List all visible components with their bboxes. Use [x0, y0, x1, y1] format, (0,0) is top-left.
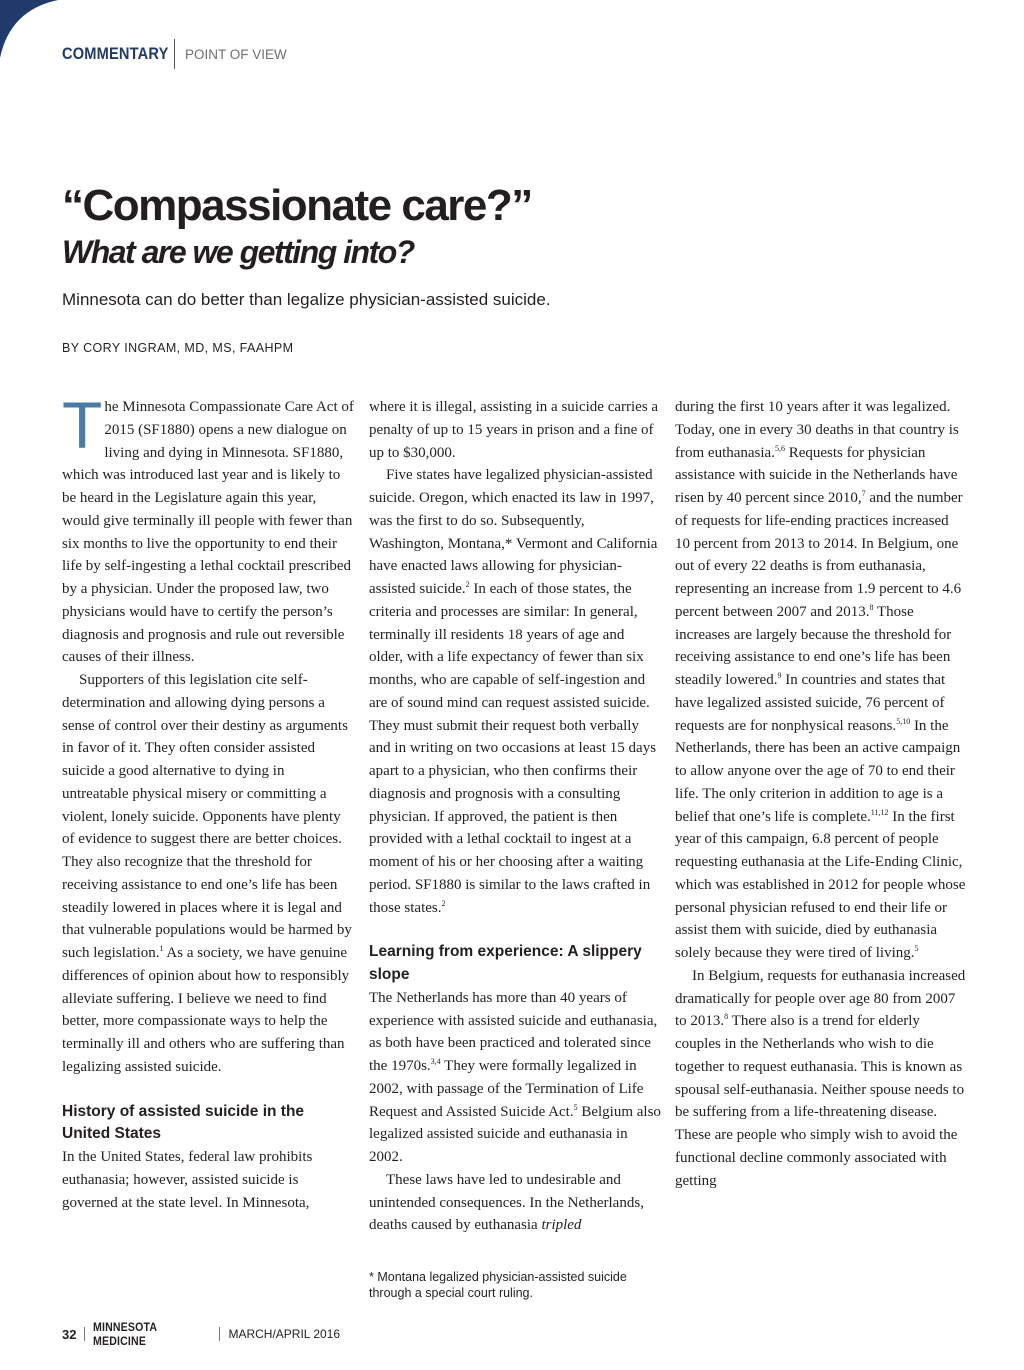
reference-marker: 2 [465, 580, 470, 589]
issue-date: MARCH/APRIL 2016 [228, 1327, 341, 1341]
paragraph: Supporters of this legislation cite self-determination and allowing dying persons a sense of control over their destiny as arguments in favor of it. They often consider assisted suicide a good alternative to dying in untreatable physical misery or committing a violent, lonely suicide. Opponents have plenty of evidence to suggest there are better choices. They also recognize that the threshold for receiving assistance to end one’s life has been steadily lowered in places where it is legal and that vulnerable populations would be harmed by such legislation.$^1$ As a society, we have genuine differences of opinion about how to responsibly alleviate suffering. I believe we need to find better, more compassionate ways to help the terminally ill and others who are suffering than legalizing assisted suicide. [62, 672, 352, 1075]
footer-divider [84, 1327, 85, 1341]
footnote: * Montana legalized physician-assisted suicide through a special court ruling. [369, 1270, 627, 1300]
header-divider [174, 39, 175, 69]
paragraph: during the first 10 years after it was legalized. Today, one in every 30 deaths in that country is from euthanasia.$^{5,6}$ Requests for physician assistance with suicide in the Netherlands have risen by 40 percent since 2010,$^7$ and the number of requests for life-ending practices increased 10 percent from 2013 to 2014. In Belgium, one out of every 22 deaths is from euthanasia, representing an increase from 1.9 percent to 4.6 percent between 2007 and 2013.$^8$ Those increases are largely because the threshold for receiving assistance to end one’s life has been steadily lowered.$^9$ In countries and states that have legalized assisted suicide, 76 percent of requests are for nonphysical reasons.$^{5,10}$ In the Netherlands, there has been an active campaign to allow anyone over the age of 70 to end their life. The only criterion in addition to age is a belief that one’s life is complete.$^{11,12}$ In the first year of this campaign, 6.8 percent of people requesting euthanasia at the Life-Ending Clinic, which was established in 2012 for people whose personal physician refused to end their life or assist them with suicide, died by euthanasia solely because they were tired of living.$^5$ [675, 399, 966, 961]
reference-marker: 5,6 [774, 443, 785, 453]
page-footer [62, 1320, 341, 1348]
paragraph: The Netherlands has more than 40 years of experience with assisted suicide and euthanasia, as both have been practiced and tolerated since the 1970s.$^{3,4}$ They were formally legalized in 2002, with passage of the Termination of Life Request and Assisted Suicide Act.$^5$ Belgium also legalized assisted suicide and euthanasia in 2002. [369, 989, 661, 1165]
paragraph: where it is illegal, assisting in a suicide carries a penalty of up to 15 years in prison and a fine of up to $30,000. [369, 399, 659, 461]
corner-decoration [0, 0, 60, 60]
column-1 [62, 388, 354, 1214]
reference-marker: 7 [861, 489, 866, 498]
reference-marker: 8 [724, 1012, 729, 1022]
reference-marker: 11,12 [870, 807, 889, 817]
byline: BY CORY INGRAM, MD, MS, FAAHPM [62, 341, 294, 355]
reference-marker: 3,4 [430, 1057, 441, 1066]
article-subtitle: What are we getting into? [62, 234, 414, 270]
paragraph: Five states have legalized physician-assisted suicide. Oregon, which enacted its law in 1997, was the first to do so. Subsequently, Washington, Montana,* Vermont and California have enacted laws allowing for physician-assisted suicide.$^2$ In each of those states, the criteria and processes are similar: In general, terminally ill residents 18 years of age and older, with a life expectancy of fewer than six months, who are capable of self-ingestion and are of sound mind can request assisted suicide. They must submit their request both verbally and in writing on two occasions at least 15 days apart to a physician, who then confirms their diagnosis and prognosis with a consulting physician. If approved, the patient is then provided with a lethal cocktail to ingest at a moment of his or her choosing after a waiting period. SF1880 is similar to the laws crafted in those states.$^2$ [369, 467, 658, 916]
section-heading: History of assisted suicide in the United States [62, 1102, 305, 1143]
publication-name: MINNESOTA MEDICINE [93, 1320, 158, 1348]
reference-marker: 9 [777, 671, 782, 680]
reference-marker: 5 [914, 944, 919, 953]
reference-marker: 8 [869, 602, 874, 612]
article-dek: Minnesota can do better than legalize physician-assisted suicide. [62, 290, 551, 309]
paragraph: These laws have led to undesirable and unintended consequences. In the Netherlands, deaths caused by euthanasia tripled [369, 1171, 644, 1234]
article-title: “Compassionate care?” [62, 181, 532, 230]
footer-divider [219, 1327, 220, 1341]
column-2 [369, 396, 661, 1237]
column-3 [675, 396, 967, 1192]
reference-marker: 5 [573, 1102, 578, 1112]
reference-marker: 1 [159, 944, 164, 953]
reference-marker: 5,10 [896, 716, 911, 726]
section-label: COMMENTARY [62, 44, 169, 63]
subsection-label: POINT OF VIEW [185, 46, 287, 62]
section-header [62, 36, 287, 72]
paragraph: The Minnesota Compassionate Care Act of 2015 (SF1880) opens a new dialogue on living and dying in Minnesota. SF1880, which was introduced last year and is likely to be heard in the Legislature again this year, would give terminally ill people with fewer than six months to live the opportunity to end their life by self-ingesting a lethal cocktail prescribed by a physician. Under the proposed law, two physicians would have to certify the person’s diagnosis and prognosis and rule out reversible causes of their illness. [62, 388, 354, 666]
section-heading: Learning from experience: A slippery slope [369, 943, 642, 983]
paragraph: In Belgium, requests for euthanasia increased dramatically for people over age 80 from 2007 to 2013.$^8$ There also is a trend for elderly couples in the Netherlands who wish to die together to request euthanasia. This is known as spousal self-euthanasia. Neither spouse needs to be suffering from a life-threatening disease. These are people who simply wish to avoid the functional decline commonly associated with getting [675, 967, 966, 1189]
reference-marker: 2 [441, 898, 446, 908]
page-number: 32 [62, 1326, 77, 1342]
paragraph: In the United States, federal law prohibits euthanasia; however, assisted suicide is governed at the state level. In Minnesota, [62, 1149, 313, 1211]
